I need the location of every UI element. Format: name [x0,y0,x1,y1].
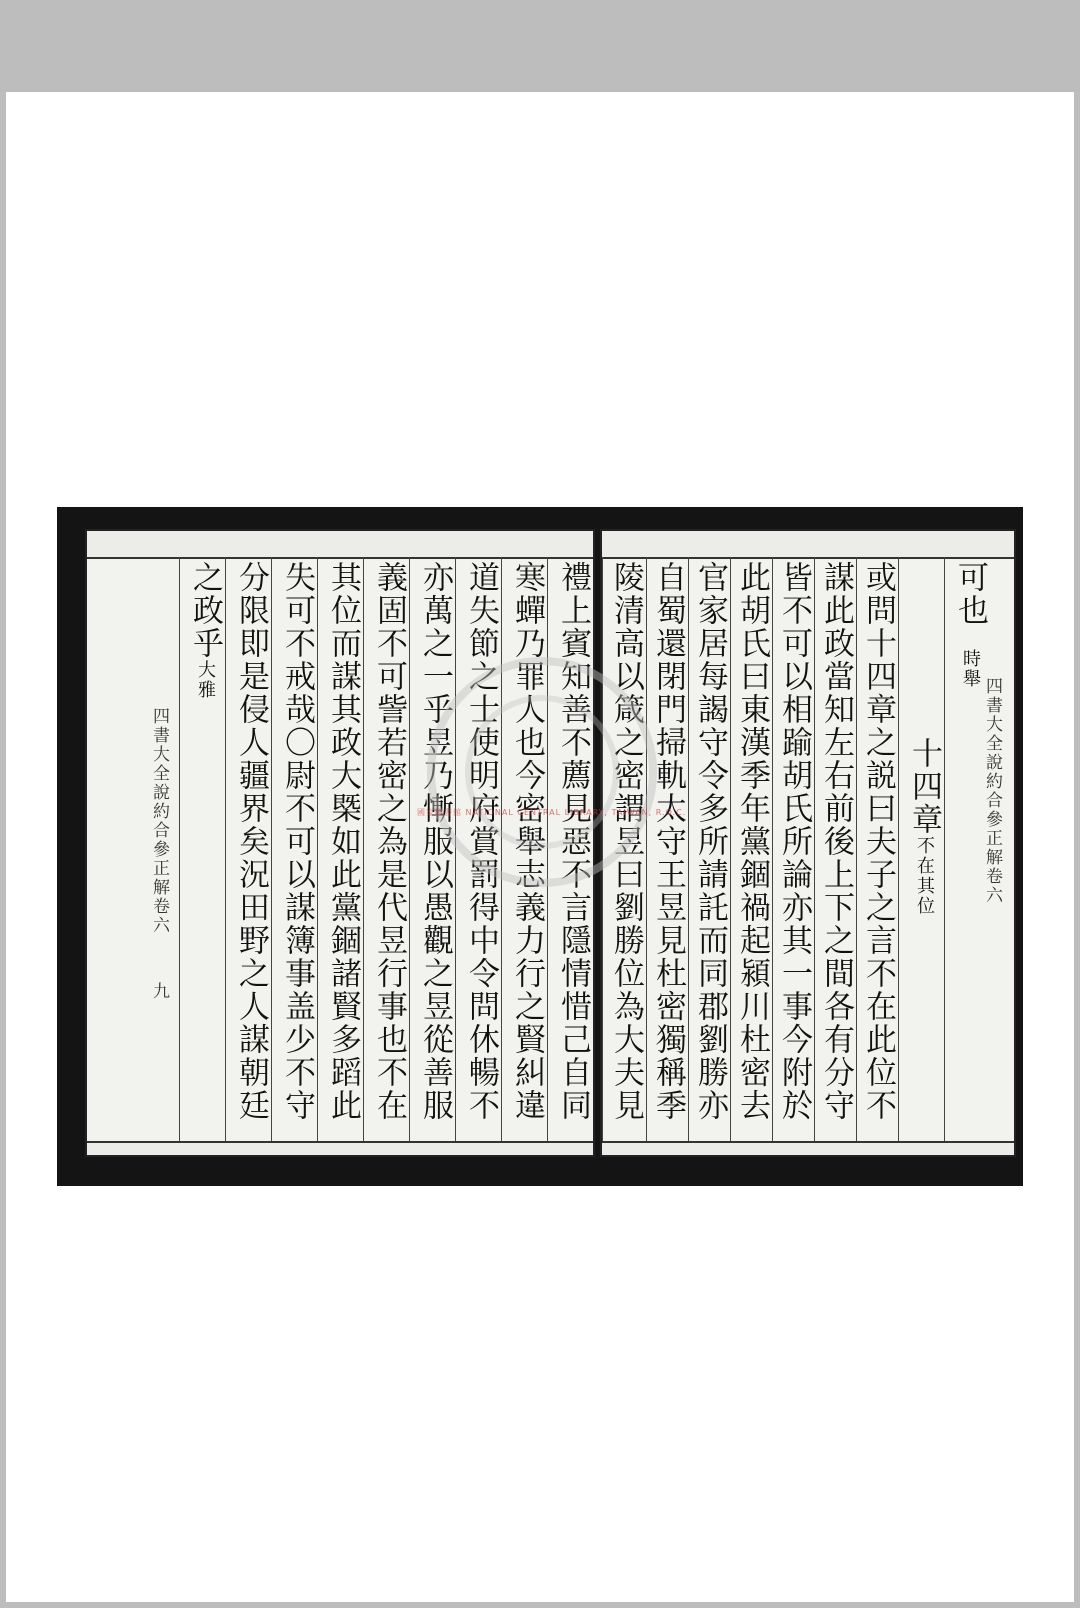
text-column [856,557,898,1143]
chapter-heading-column [898,557,944,1143]
right-page [600,529,1016,1157]
chapter-heading: 十四章 [906,737,942,836]
scanned-book-spread [57,507,1023,1186]
column-text: 道失節之士使明府賞罰得中令問休暢不 [463,561,499,1122]
column-text: 皆不可以相踰胡氏所論亦其一事今附於 [776,561,812,1122]
annotation-note: 時舉 [960,648,981,689]
column-text: 謀此政當知左右前後上下之間各有分守 [818,561,854,1122]
text-column [730,557,772,1143]
column-text: 官家居每謁守令多所請託而同郡劉勝亦 [692,561,728,1122]
column-text: 陵清高以箴之密謂昱曰劉勝位為大夫見 [608,561,644,1122]
annotation-note: 大雅 [195,660,216,700]
column-text: 義固不可訾若密之為是代昱行事也不在 [371,561,407,1122]
left-page-bottom-border [87,1141,593,1155]
column-text: 禮上賓知善不薦見惡不言隱情惜己自同 [555,561,591,1122]
column-text: 失可不戒哉〇尉不可以謀簿事盖少不守 [279,561,315,1122]
library-seal-watermark [427,657,657,887]
text-column [317,557,363,1143]
column-text: 此胡氏曰東漢季年黨錮禍起潁川杜密去 [734,561,770,1122]
right-page-bottom-border [602,1141,1014,1155]
folio-number: 九 [149,982,169,1002]
watermark-text: 國家圖書館 NATIONAL CENTRAL LIBRARY, TAIWAN, R.O.C. [417,808,687,817]
column-text: 或問十四章之説曰夫子之言不在此位不 [860,561,896,1122]
left-page-top-border [87,531,593,559]
column-text: 分限即是侵人疆界矣況田野之人謀朝廷 [233,561,269,1122]
text-column [271,557,317,1143]
column-text: 可也 [952,561,988,627]
annotation-note: 不在其位 [914,836,935,916]
text-column [363,557,409,1143]
column-text: 其位而謀其政大槩如此黨錮諸賢多蹈此 [325,561,361,1122]
margin-title: 四書大全說約合參正解卷六 [149,707,169,935]
right-page-top-border [602,531,1014,559]
margin-title: 四書大全說約合參正解卷六 [982,677,1002,905]
column-text: 自蜀還閉門掃軌太守王昱見杜密獨稱季 [650,561,686,1122]
text-column [179,557,225,1143]
text-column [944,557,990,1143]
text-column [772,557,814,1143]
text-column [814,557,856,1143]
text-column [409,557,455,1143]
margin-title-column [143,557,179,1143]
column-text: 之政乎 [187,561,223,660]
text-column [225,557,271,1143]
column-text: 寒蟬乃罪人也今密舉志義力行之賢糾違 [509,561,545,1122]
margin-title-column [982,557,1012,1143]
text-column [688,557,730,1143]
column-text: 亦萬之一乎昱乃慚服以愚觀之昱從善服 [417,561,453,1122]
text-column [646,557,688,1143]
